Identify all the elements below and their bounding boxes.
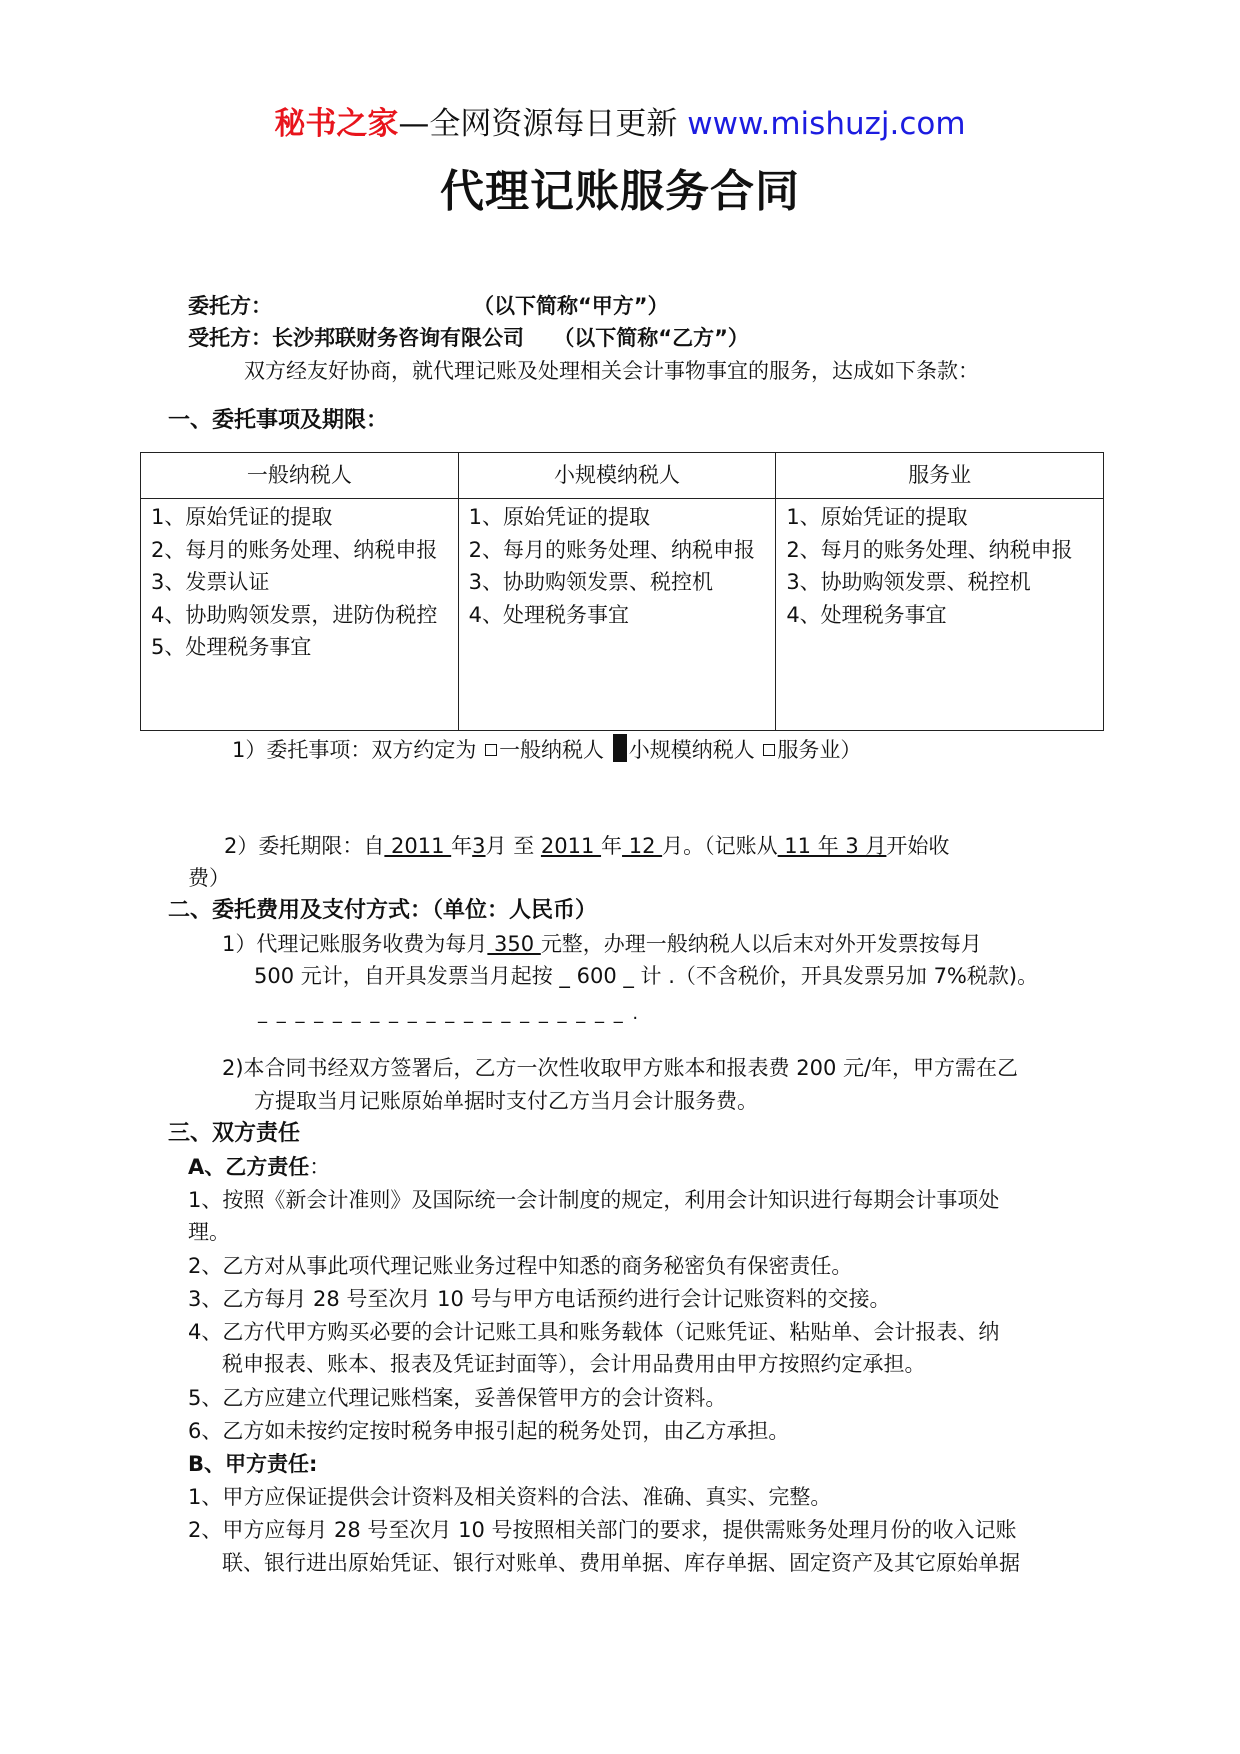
scope-table-header	[141, 453, 1104, 499]
party-b-duty: 5、乙方应建立代理记账档案，妥善保管甲方的会计资料。	[188, 1386, 727, 1410]
party-b-duty: 6、乙方如未按约定按时税务申报引起的税务处罚，由乙方承担。	[188, 1419, 790, 1443]
list-item: 4、处理税务事宜	[786, 602, 947, 627]
party-a-duties-heading: B、甲方责任:	[188, 1452, 318, 1476]
col-service-industry: 服务业	[776, 453, 1104, 499]
party-b-duty: 4、乙方代甲方购买必要的会计记账工具和账务载体（记账凭证、粘贴单、会计报表、纳	[188, 1320, 1000, 1344]
fee-blank-line: _ _ _ _ _ _ _ _ _ _ _ _ _ _ _ _ _ _ _ _ .	[258, 1003, 641, 1024]
scope-table	[140, 452, 1104, 731]
term-end-year: 2011	[540, 834, 602, 858]
checkbox-small-taxpayer[interactable]	[613, 734, 627, 762]
fee-text: 元整，办理一般纳税人以后末对外开发票按每月	[540, 932, 982, 956]
list-item: 2、每月的账务处理、纳税申报	[468, 537, 756, 562]
party-b-duties-heading	[188, 1152, 330, 1182]
agent-label: 受托方：	[188, 326, 272, 350]
col-general-taxpayer: 一般纳税人	[141, 453, 459, 499]
list-item: 3、协助购领发票、税控机	[786, 570, 1031, 594]
list-item: 2、每月的账务处理、纳税申报	[151, 537, 438, 562]
list-item: 2、每月的账务处理、纳税申报	[786, 537, 1073, 562]
list-item: 4、处理税务事宜	[468, 602, 630, 627]
site-banner	[0, 104, 1240, 144]
list-item: 1、原始凭证的提取	[468, 505, 651, 529]
list-item: 1、原始凭证的提取	[786, 505, 968, 529]
party-b-duty: 2、乙方对从事此项代理记账业务过程中知悉的商务秘密负有保密责任。	[188, 1254, 853, 1278]
party-b-duty: 1、按照《新会计准则》及国际统一会计制度的规定，利用会计知识进行每期会计事项处	[188, 1188, 1000, 1212]
monthly-fee: 350	[487, 932, 541, 956]
term-book-from: 11 年 3 月	[777, 834, 887, 858]
banner-site-link[interactable]: www.mishuzj.com	[687, 106, 966, 142]
fee-line-2: 500 元计，自开具发票当月起按 _ 600 _ 计 .（不含税价，开具发票另加 7%税款)。	[254, 964, 1039, 988]
list-item: 1、原始凭证的提取	[151, 505, 333, 529]
section1-item1	[232, 734, 861, 765]
term-end-month: 12	[622, 834, 663, 858]
client-label: 委托方：	[188, 294, 272, 318]
service-industry-items	[776, 499, 1104, 731]
agent-alias: （以下简称“乙方”）	[553, 326, 749, 350]
list-item: 4、协助购领发票，进防伪税控	[151, 602, 438, 627]
section3-heading: 三、双方责任	[168, 1121, 301, 1146]
fee-item2-line-2: 方提取当月记账原始单据时支付乙方当月会计服务费。	[254, 1089, 758, 1113]
preamble: 双方经友好协商，就代理记账及处理相关会计事物事宜的服务，达成如下条款：	[244, 359, 979, 383]
banner-brand: 秘书之家	[274, 106, 399, 142]
party-a-duty: 1、甲方应保证提供会计资料及相关资料的合法、准确、真实、完整。	[188, 1485, 832, 1509]
page-title: 代理记账服务合同	[440, 166, 800, 217]
client-line	[188, 291, 669, 321]
term-text: 开始收	[886, 834, 950, 858]
section1-heading: 一、委托事项及期限：	[168, 408, 389, 433]
party-b-heading-colon: ：	[309, 1155, 331, 1179]
party-a-duty: 联、银行进出原始凭证、银行对账单、费用单据、库存单据、固定资产及其它原始单据	[222, 1551, 1020, 1575]
client-alias: （以下简称“甲方”）	[473, 294, 669, 318]
term-start-month: 3	[472, 834, 486, 858]
agent-name: 长沙邦联财务咨询有限公司	[272, 326, 524, 350]
term-text: 月 至	[485, 834, 535, 858]
term-text: 年	[451, 834, 473, 858]
list-item: 3、发票认证	[151, 570, 270, 594]
party-b-heading-text: A、乙方责任	[188, 1155, 310, 1179]
small-taxpayer-items	[458, 499, 776, 731]
term-text: 月。（记账从	[662, 834, 778, 858]
term-start-year: 2011	[384, 834, 452, 858]
party-b-duty: 税申报表、账本、报表及凭证封面等），会计用品费用由甲方按照约定承担。	[222, 1352, 926, 1376]
scope-table-row	[141, 499, 1104, 731]
section1-item2-cont: 费）	[188, 866, 230, 890]
option-small-taxpayer: 小规模纳税人	[628, 738, 755, 762]
term-text: 年	[601, 834, 623, 858]
party-a-duty: 2、甲方应每月 28 号至次月 10 号按照相关部门的要求，提供需账务处理月份的收入记账	[188, 1518, 1017, 1542]
fee-text: 1）代理记账服务收费为每月	[222, 932, 488, 956]
option-general-taxpayer: 一般纳税人	[499, 738, 605, 762]
option-service-industry: 服务业）	[777, 738, 862, 762]
list-item: 3、协助购领发票、税控机	[468, 570, 714, 594]
section2-heading: 二、委托费用及支付方式：（单位：人民币）	[168, 898, 598, 923]
list-item: 5、处理税务事宜	[151, 635, 312, 659]
section1-item2	[224, 831, 949, 861]
general-taxpayer-items	[141, 499, 459, 731]
checkbox-general-taxpayer[interactable]	[485, 744, 497, 756]
term-prefix: 2）委托期限：自	[224, 834, 385, 858]
fee-line-1	[222, 929, 982, 959]
col-small-taxpayer: 小规模纳税人	[458, 453, 776, 499]
banner-tagline: —全网资源每日更新	[398, 106, 678, 142]
party-b-duty: 理。	[188, 1220, 230, 1244]
fee-item2-line-1: 2)本合同书经双方签署后，乙方一次性收取甲方账本和报表费 200 元/年，甲方需在乙	[222, 1056, 1019, 1080]
checkbox-service-industry[interactable]	[763, 744, 775, 756]
agent-line	[188, 323, 749, 353]
party-b-duty: 3、乙方每月 28 号至次月 10 号与甲方电话预约进行会计记账资料的交接。	[188, 1287, 891, 1311]
item1-prefix: 1）委托事项：双方约定为	[232, 738, 477, 762]
